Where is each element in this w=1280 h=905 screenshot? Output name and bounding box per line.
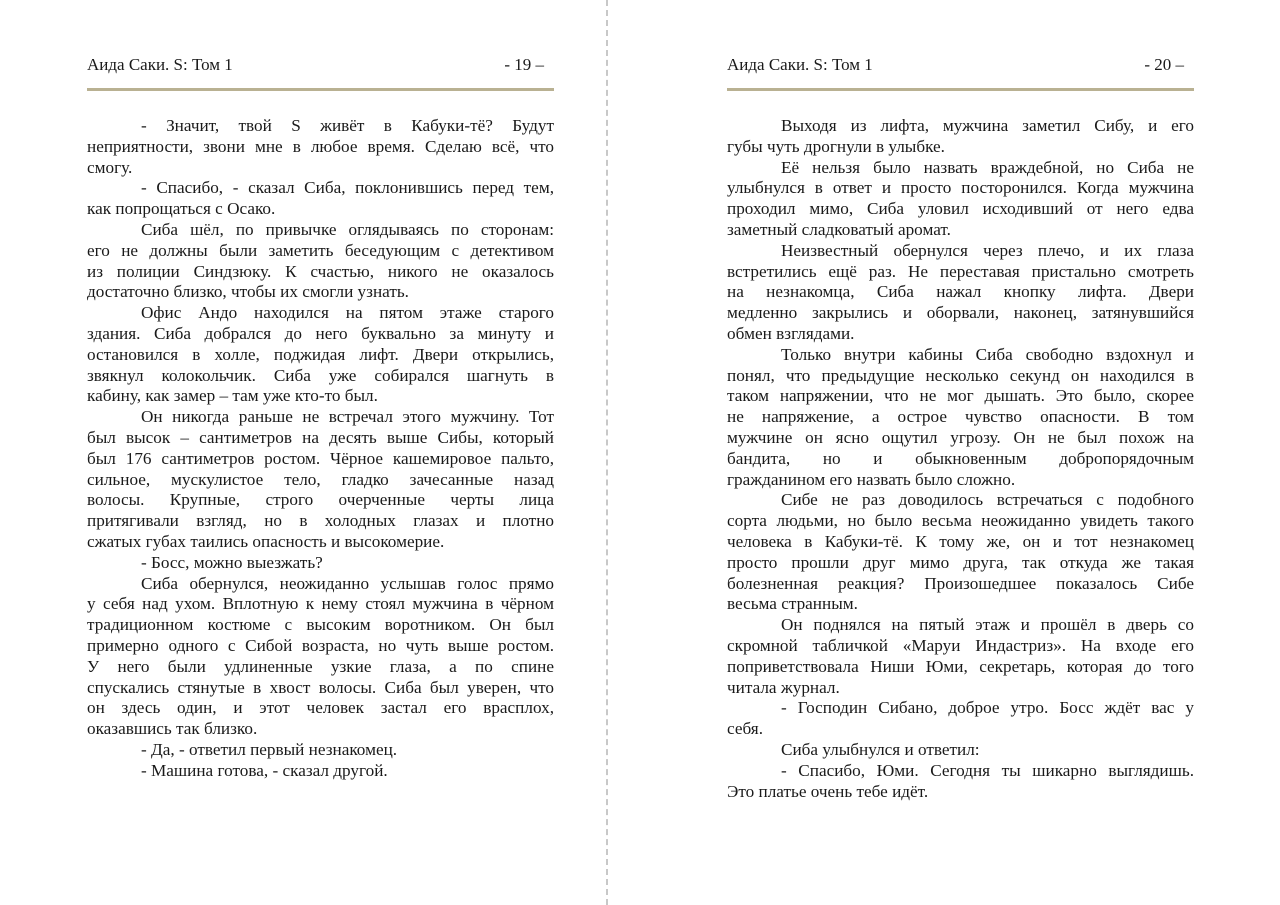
page-number: - 20 –	[1144, 55, 1184, 74]
paragraph	[727, 345, 1194, 491]
running-title: Аида Саки. S: Том 1	[87, 55, 233, 74]
paragraph	[87, 220, 554, 303]
text-line: просто прошли друг мимо друга, так откуда же такая	[727, 552, 1194, 572]
text-line: проходил мимо, Сиба уловил исходивший от него едва	[727, 199, 1194, 219]
text-line: из полиции Синдзюку. К счастью, никого не оказалось	[87, 261, 554, 281]
text-line: улыбнулся в ответ и просто посторонился. Когда мужчина	[727, 178, 1194, 198]
paragraph	[87, 553, 554, 574]
text-line: неприятности, звони мне в любое время. Сделаю всё, что	[87, 136, 554, 156]
text-line: Сибе не раз доводилось встречаться с подобного	[781, 490, 1194, 510]
text-line: человека в Кабуки-тё. К тому же, он и тот незнакомец	[727, 531, 1194, 551]
text-line: здания. Сиба добрался до него буквально за минуту и	[87, 323, 554, 343]
text-line: заметный сладковатый аромат.	[727, 219, 951, 239]
text-line: звякнул колокольчик. Сиба уже собирался шагнуть в	[87, 365, 554, 385]
text-line: Её нельзя было назвать враждебной, но Сиба не	[781, 157, 1194, 177]
text-line: - Спасибо, - сказал Сиба, поклонившись перед тем,	[141, 178, 554, 198]
text-line: смогу.	[87, 157, 133, 177]
paragraph	[727, 490, 1194, 615]
paragraph	[727, 241, 1194, 345]
text-line: Неизвестный обернулся через плечо, и их глаза	[781, 240, 1194, 260]
text-line: бандита, но и обыкновенным добропорядочным	[727, 448, 1194, 468]
header-rule	[87, 88, 554, 91]
text-line: сорта людьми, но было весьма неожиданно увидеть такого	[727, 511, 1194, 531]
text-line: губы чуть дрогнули в улыбке.	[727, 136, 945, 156]
text-line: Это платье очень тебе идёт.	[727, 781, 929, 801]
text-line: поприветствовала Ниши Юми, секретарь, которая до того	[727, 656, 1194, 676]
text-line: притягивали взгляд, но в холодных глазах и плотно	[87, 511, 554, 531]
paragraph	[727, 158, 1194, 241]
paragraph	[727, 740, 1194, 761]
text-line: болезненная реакция? Произошедшее показалось Сибе	[727, 573, 1194, 593]
paragraph	[727, 698, 1194, 740]
running-title: Аида Саки. S: Том 1	[727, 55, 873, 74]
paragraph	[727, 761, 1194, 803]
text-line: не напряжение, а острое чувство опасности. В том	[727, 407, 1194, 427]
text-line: Он никогда раньше не встречал этого мужчину. Тот	[141, 407, 554, 427]
text-line: он здесь один, и этот человек застал его врасплох,	[87, 698, 554, 718]
text-line: был 176 сантиметров ростом. Чёрное кашемировое пальто,	[87, 448, 554, 468]
text-line: как попрощаться с Осако.	[87, 199, 276, 219]
page-header	[87, 52, 554, 78]
text-line: скромной табличкой «Маруи Индастриз». На входе его	[727, 635, 1194, 655]
text-line: примерно одного с Сибой возраста, но чуть выше ростом.	[87, 635, 554, 655]
text-line: - Господин Сибано, доброе утро. Босс ждёт вас у	[781, 698, 1194, 718]
text-line: гражданином его назвать было сложно.	[727, 469, 1016, 489]
text-line: Сиба улыбнулся и ответил:	[781, 739, 980, 759]
header-rule	[727, 88, 1194, 91]
text-line: спускались стянутые в хвост волосы. Сиба был уверен, что	[87, 677, 554, 697]
page-body	[727, 116, 1194, 802]
paragraph	[87, 303, 554, 407]
text-line: на незнакомца, Сиба нажал кнопку лифта. Двери	[727, 282, 1194, 302]
text-line: был высок – сантиметров на десять выше Сибы, который	[87, 427, 554, 447]
text-line: У него были удлиненные узкие глаза, а по спине	[87, 656, 554, 676]
text-line: весьма странным.	[727, 594, 858, 614]
text-line: Сиба шёл, по привычке оглядываясь по сторонам:	[141, 219, 554, 239]
text-line: у себя над ухом. Вплотную к нему стоял мужчина в чёрном	[87, 594, 554, 614]
text-line: сжатых губах таились опасность и высокомерие.	[87, 531, 445, 551]
text-line: себя.	[727, 719, 763, 739]
text-line: - Босс, можно выезжать?	[141, 552, 323, 572]
text-line: традиционном костюме с высоким воротником. Он был	[87, 615, 554, 635]
text-line: Сиба обернулся, неожиданно услышав голос прямо	[141, 573, 554, 593]
text-line: оказавшись так близко.	[87, 719, 258, 739]
paragraph	[87, 178, 554, 220]
text-line: - Значит, твой S живёт в Кабуки-тё? Будут	[141, 116, 554, 135]
text-line: встретились ещё раз. Не переставая пристально смотреть	[727, 261, 1194, 281]
page-body	[87, 116, 554, 782]
page-number: - 19 –	[504, 55, 544, 74]
text-line: - Да, - ответил первый незнакомец.	[141, 739, 398, 759]
text-line: сильное, мускулистое тело, гладко зачесанные назад	[87, 469, 554, 489]
paragraph	[87, 116, 554, 178]
page-header	[727, 52, 1194, 78]
text-line: - Спасибо, Юми. Сегодня ты шикарно выглядишь.	[781, 760, 1194, 780]
text-line: мужчине он ясно ощутил угрозу. Он не был похож на	[727, 427, 1194, 447]
text-line: достаточно близко, чтобы их смогли узнать.	[87, 282, 409, 302]
text-line: обмен взглядами.	[727, 323, 855, 343]
paragraph	[87, 761, 554, 782]
text-line: понял, что предыдущие несколько секунд он находился в	[727, 365, 1194, 385]
text-line: волосы. Крупные, строго очерченные черты лица	[87, 490, 554, 510]
text-line: таком напряжении, что не мог дышать. Это было, скорее	[727, 386, 1194, 406]
paragraph	[87, 407, 554, 553]
text-line: его не должны были заметить беседующим с детективом	[87, 240, 554, 260]
text-line: Только внутри кабины Сиба свободно вздохнул и	[781, 344, 1194, 364]
text-line: Офис Андо находился на пятом этаже старого	[141, 303, 554, 323]
text-line: медленно закрылись и оборвали, наконец, затянувшийся	[727, 303, 1194, 323]
page-divider	[606, 0, 608, 905]
paragraph	[727, 615, 1194, 698]
paragraph	[727, 116, 1194, 158]
text-line: Выходя из лифта, мужчина заметил Сибу, и его	[781, 116, 1194, 135]
text-line: Он поднялся на пятый этаж и прошёл в дверь со	[781, 615, 1194, 635]
paragraph	[87, 740, 554, 761]
paragraph	[87, 574, 554, 740]
text-line: кабину, как замер – там уже кто-то был.	[87, 386, 378, 406]
text-line: остановился в холле, поджидая лифт. Двери открылись,	[87, 344, 554, 364]
text-line: читала журнал.	[727, 677, 840, 697]
text-line: - Машина готова, - сказал другой.	[141, 760, 388, 780]
